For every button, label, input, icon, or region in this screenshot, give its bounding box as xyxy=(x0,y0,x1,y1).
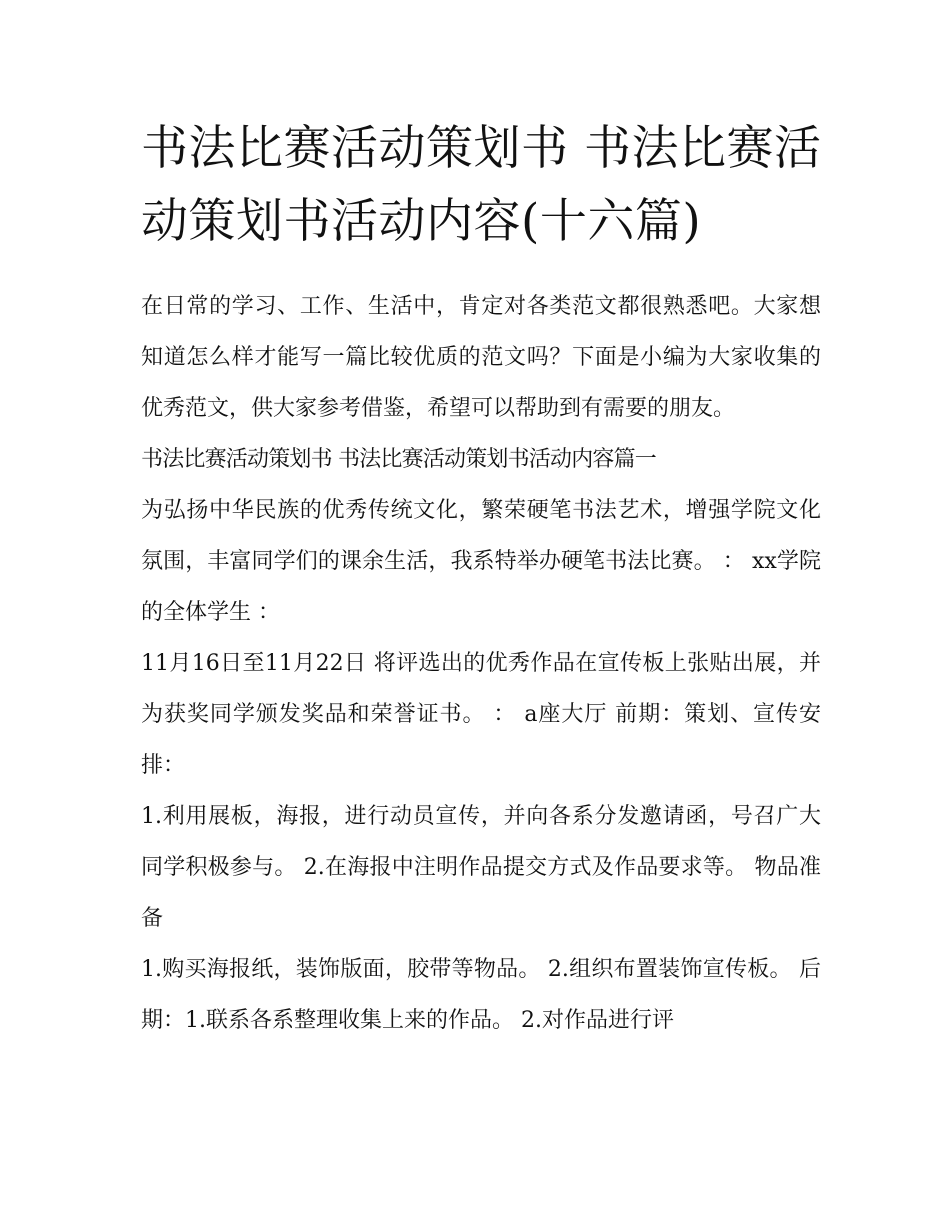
purpose-paragraph: 为弘扬中华民族的优秀传统文化，繁荣硬笔书法艺术，增强学院文化氛围，丰富同学们的课余生活，我系特举办硬笔书法比赛。 ： xx学院的全体学生 ： xyxy=(141,498,821,625)
materials-paragraph: 1.购买海报纸，装饰版面，胶带等物品。 2.组织布置装饰宣传板。 后期：1.联系各系整理收集上来的作品。 2.对作品进行评 xyxy=(141,957,821,1033)
section-heading: 书法比赛活动策划书 书法比赛活动策划书活动内容篇一 xyxy=(141,447,656,472)
document-body xyxy=(141,281,821,1046)
schedule-paragraph: 11月16日至11月22日 将评选出的优秀作品在宣传板上张贴出展，并为获奖同学颁发奖品和荣誉证书。 ： a座大厅 前期：策划、宣传安排： xyxy=(141,651,821,778)
document-title: 书法比赛活动策划书 书法比赛活动策划书活动内容(十六篇) xyxy=(141,121,822,249)
publicity-paragraph: 1.利用展板，海报，进行动员宣传，并向各系分发邀请函，号召广大同学积极参与。 2.在海报中注明作品提交方式及作品要求等。 物品准备 xyxy=(141,804,821,931)
intro-paragraph: 在日常的学习、工作、生活中，肯定对各类范文都很熟悉吧。大家想知道怎么样才能写一篇比较优质的范文吗？下面是小编为大家收集的优秀范文，供大家参考借鉴，希望可以帮助到有需要的朋友。 xyxy=(141,294,821,421)
